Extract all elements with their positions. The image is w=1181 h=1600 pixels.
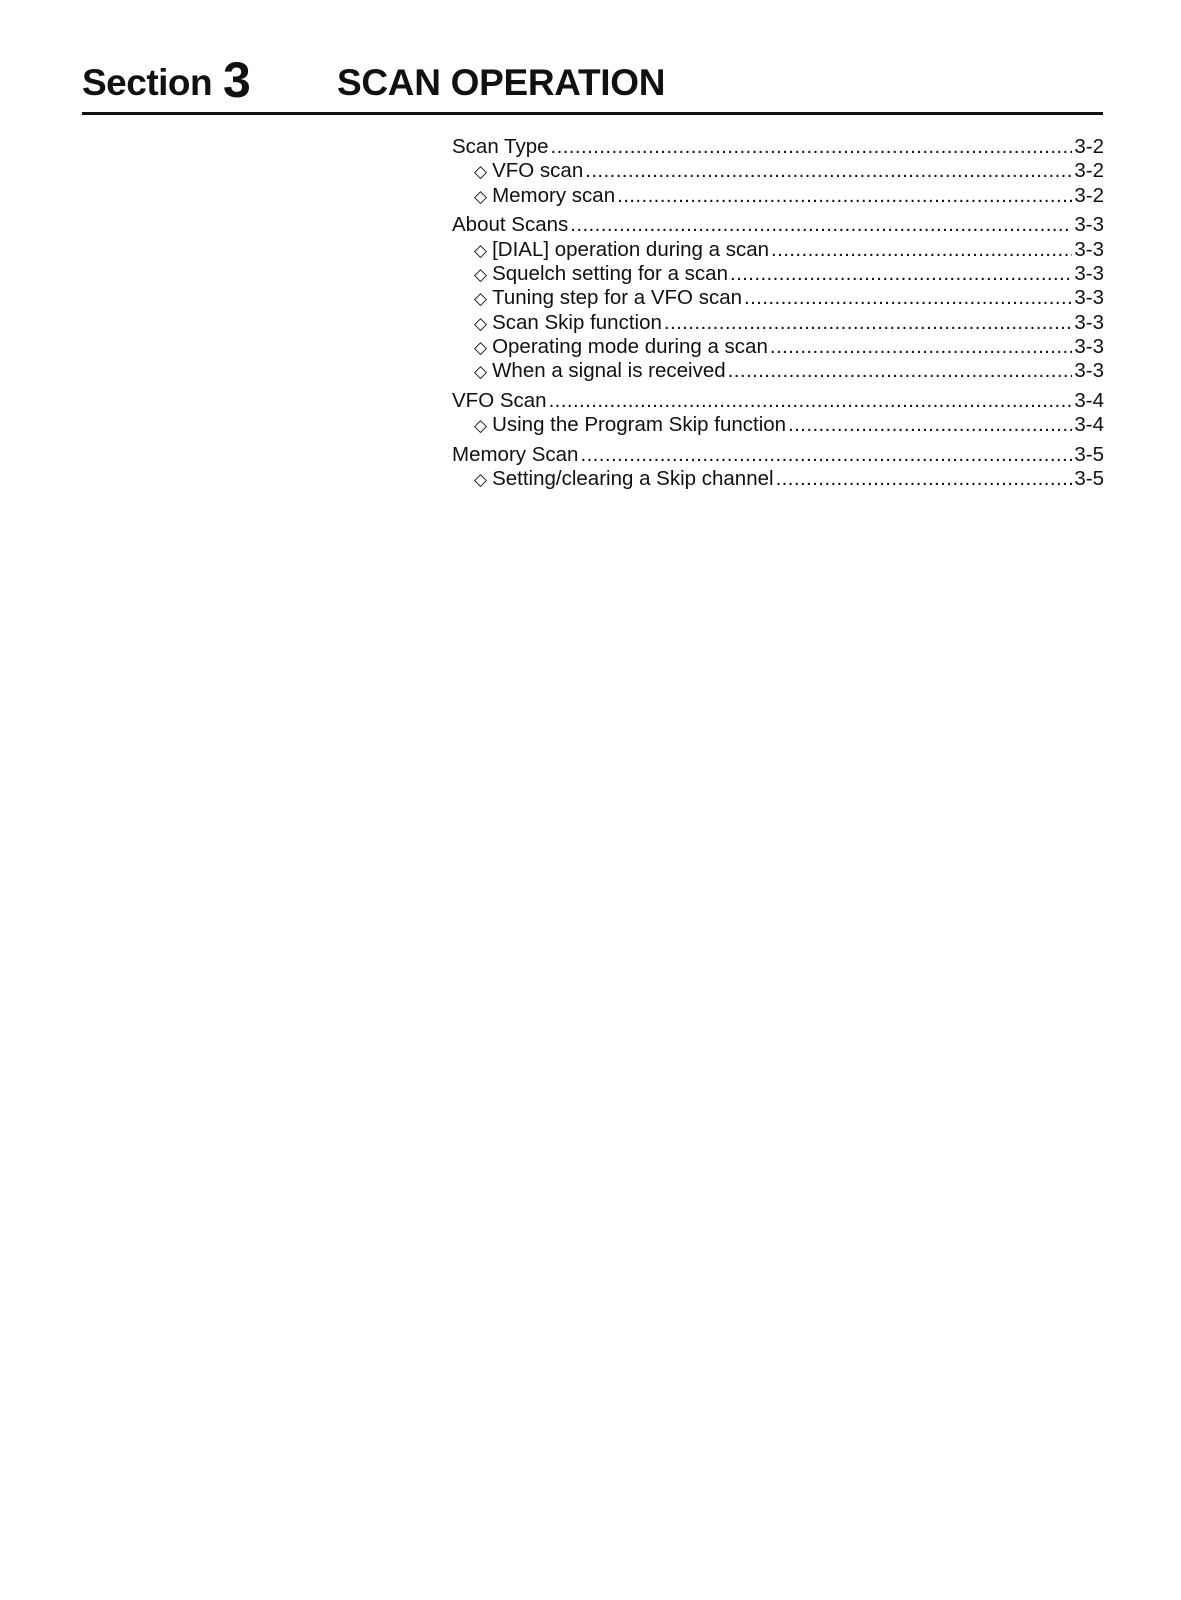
toc-entry-label: About Scans <box>452 213 569 237</box>
dot-leader <box>771 238 1072 262</box>
dot-leader <box>551 135 1073 159</box>
dot-leader <box>549 389 1073 413</box>
toc-subentry[interactable] <box>452 262 1104 286</box>
dot-leader <box>770 335 1073 359</box>
dot-leader <box>585 159 1072 183</box>
toc-entry[interactable] <box>452 389 1104 413</box>
toc-page-number: 3-4 <box>1074 413 1104 437</box>
toc-entry-label: Memory Scan <box>452 443 579 467</box>
dot-leader <box>744 286 1072 310</box>
dot-leader <box>664 311 1072 335</box>
toc-page-number: 3-4 <box>1074 388 1104 412</box>
toc-subentry[interactable] <box>452 311 1104 335</box>
toc-entry[interactable] <box>452 135 1104 159</box>
diamond-bullet-icon: ◇ <box>474 162 488 182</box>
diamond-bullet-icon: ◇ <box>474 470 488 490</box>
toc-entry-label: VFO scan <box>492 159 584 183</box>
toc-entry-label: VFO Scan <box>452 388 547 412</box>
section-label: Section <box>82 62 213 103</box>
toc-page-number: 3-3 <box>1074 237 1104 261</box>
diamond-bullet-icon: ◇ <box>474 240 488 260</box>
toc-subentry[interactable] <box>452 159 1104 183</box>
toc-subentry[interactable] <box>452 413 1104 437</box>
toc-entry-label: Memory scan <box>492 183 616 207</box>
dot-leader <box>730 262 1072 286</box>
toc-entry-label: Operating mode during a scan <box>492 334 768 358</box>
section-number: 3 <box>223 52 251 108</box>
toc-page-number: 3-3 <box>1074 286 1104 310</box>
toc-entry[interactable] <box>452 213 1104 237</box>
toc-page-number: 3-3 <box>1074 310 1104 334</box>
diamond-bullet-icon: ◇ <box>474 337 488 357</box>
section-title: SCAN OPERATION <box>337 62 666 103</box>
toc-page-number: 3-3 <box>1074 213 1104 237</box>
toc-subentry[interactable] <box>452 359 1104 383</box>
toc-page-number: 3-2 <box>1074 159 1104 183</box>
toc-subentry[interactable] <box>452 335 1104 359</box>
toc-page-number: 3-3 <box>1074 261 1104 285</box>
toc-subentry[interactable] <box>452 286 1104 310</box>
dot-leader <box>728 359 1073 383</box>
toc-entry-label: Squelch setting for a scan <box>492 261 728 285</box>
dot-leader <box>788 413 1072 437</box>
diamond-bullet-icon: ◇ <box>474 264 488 284</box>
table-of-contents <box>452 135 1104 492</box>
diamond-bullet-icon: ◇ <box>474 416 488 436</box>
dot-leader <box>570 213 1072 237</box>
toc-page-number: 3-5 <box>1074 467 1104 491</box>
toc-page-number: 3-3 <box>1074 359 1104 383</box>
toc-page-number: 3-2 <box>1074 135 1104 158</box>
toc-entry-label: Setting/clearing a Skip channel <box>492 467 774 491</box>
dot-leader <box>776 467 1073 491</box>
dot-leader <box>580 443 1072 467</box>
diamond-bullet-icon: ◇ <box>474 362 488 382</box>
toc-page-number: 3-2 <box>1074 183 1104 207</box>
toc-page-number: 3-5 <box>1074 443 1104 467</box>
toc-entry-label: Scan Skip function <box>492 310 662 334</box>
section-header <box>82 52 1103 115</box>
toc-subentry[interactable] <box>452 238 1104 262</box>
diamond-bullet-icon: ◇ <box>474 289 488 309</box>
toc-entry-label: [DIAL] operation during a scan <box>492 237 769 261</box>
diamond-bullet-icon: ◇ <box>474 186 488 206</box>
toc-page-number: 3-3 <box>1074 334 1104 358</box>
toc-entry[interactable] <box>452 443 1104 467</box>
toc-entry-label: Tuning step for a VFO scan <box>492 286 742 310</box>
dot-leader <box>617 184 1072 208</box>
diamond-bullet-icon: ◇ <box>474 313 488 333</box>
toc-subentry[interactable] <box>452 467 1104 491</box>
toc-entry-label: Scan Type <box>452 135 549 158</box>
toc-subentry[interactable] <box>452 184 1104 208</box>
toc-entry-label: When a signal is received <box>492 359 726 383</box>
toc-entry-label: Using the Program Skip function <box>492 413 787 437</box>
